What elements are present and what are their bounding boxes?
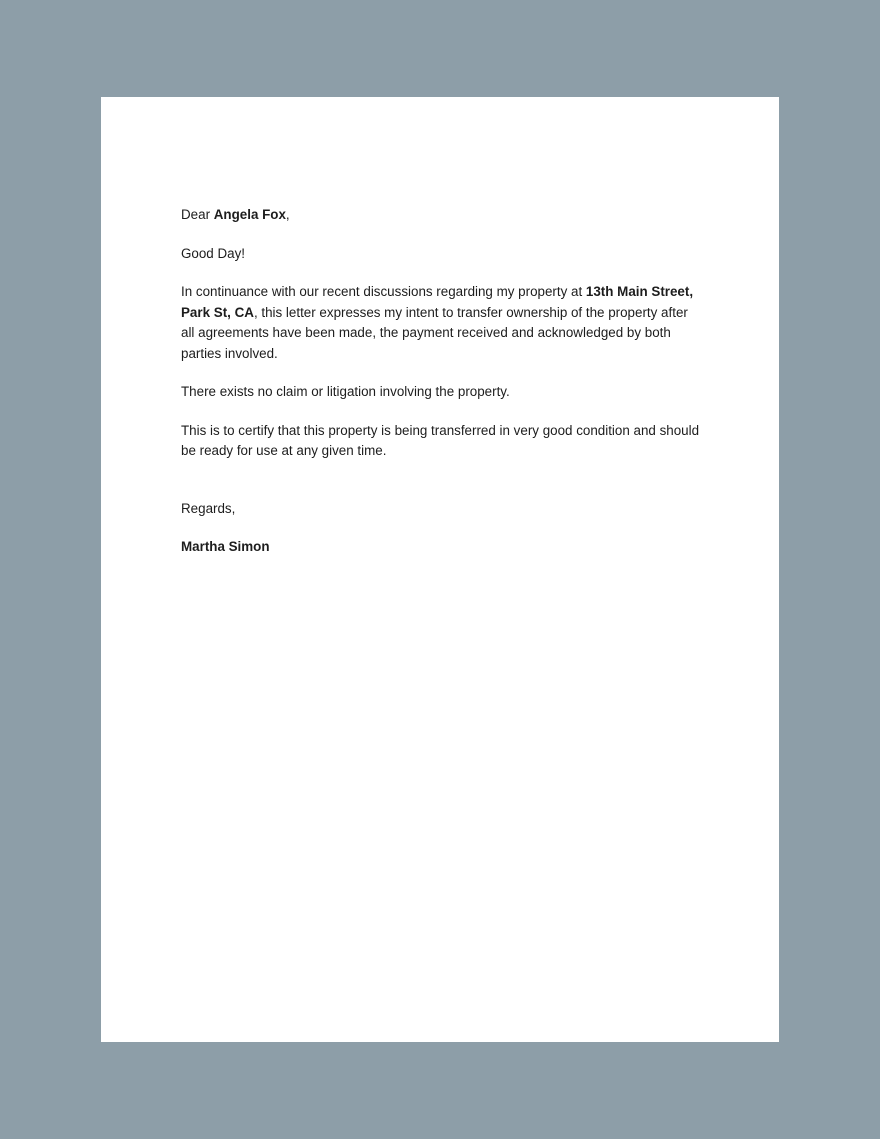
opening-line: Good Day! <box>181 245 246 261</box>
sender-name-text: Martha Simon <box>181 539 270 554</box>
paragraph-intent-end: , this letter expresses my intent to transfer ownership of the property after all agreements have been made, the payment received and acknowledged by both parties involved. <box>181 304 688 361</box>
salutation-prefix: Dear <box>181 207 214 222</box>
paragraph-intent-start: In continuance with our recent discussions regarding my property at <box>181 284 586 299</box>
paragraph-no-claim: There exists no claim or litigation involving the property. <box>181 384 510 399</box>
recipient-name: Angela Fox <box>213 207 286 222</box>
paragraph-intent <box>181 282 701 364</box>
letter-page <box>101 97 779 1042</box>
salutation <box>181 205 701 226</box>
paragraph-certify: This is to certify that this property is being transferred in very good condition and should be ready for use at any given time. <box>181 422 700 458</box>
letter-body <box>181 205 701 558</box>
closing: Regards, <box>181 500 236 516</box>
salutation-suffix: , <box>285 207 290 222</box>
sender-name <box>181 537 701 558</box>
property-address: 13th Main Street, Park St, CA <box>181 284 694 320</box>
